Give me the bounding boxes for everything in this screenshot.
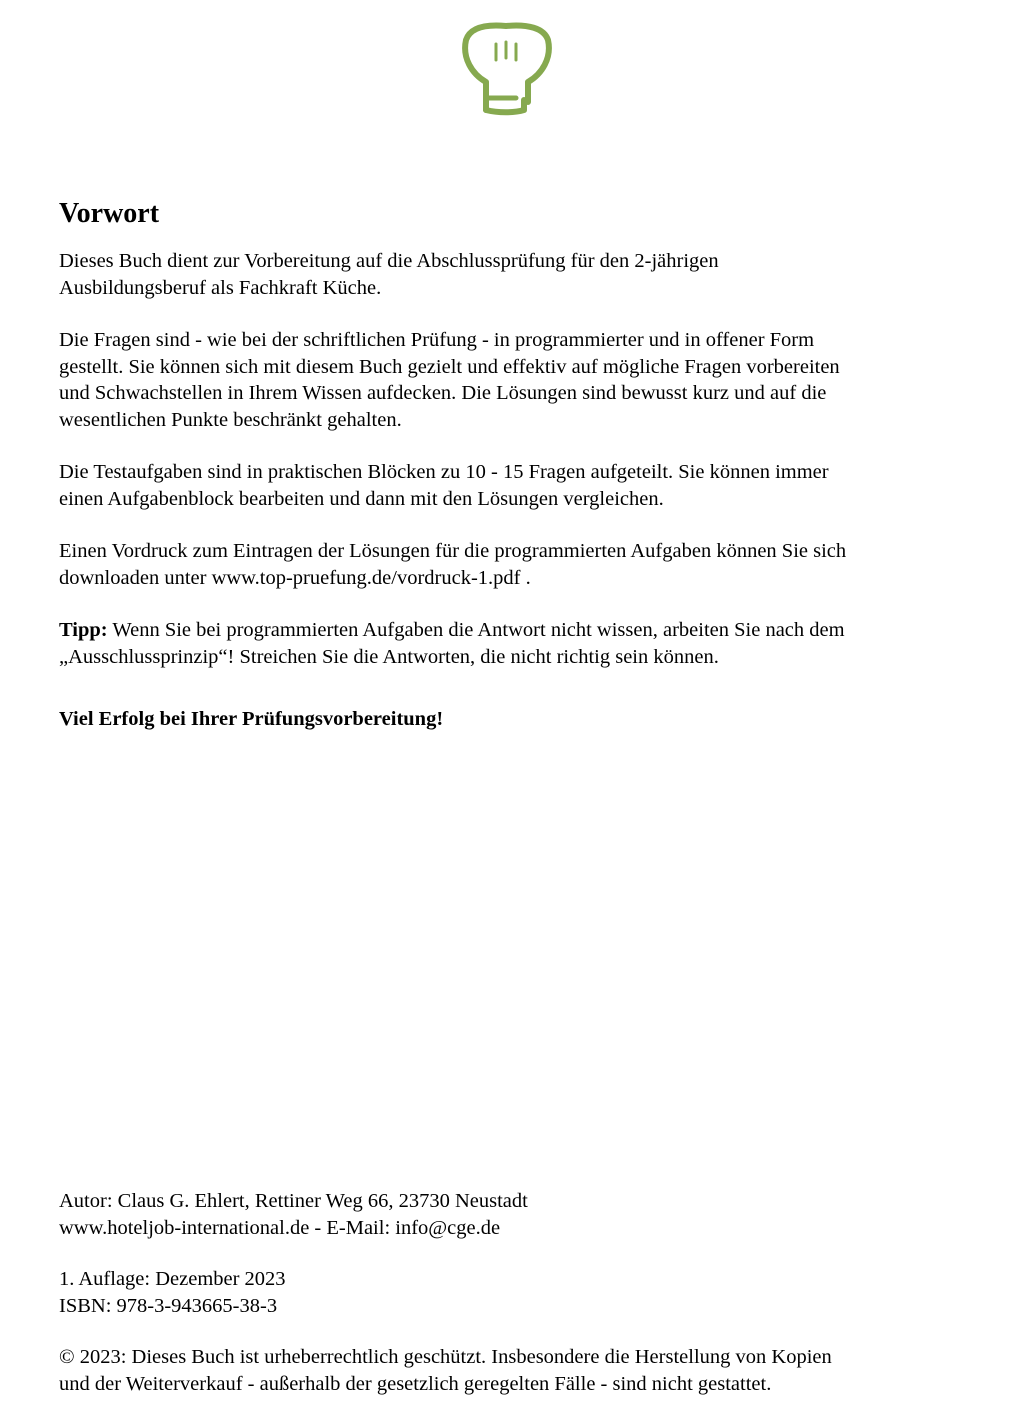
paragraph-line: Die Fragen sind - wie bei der schriftlichen Prüfung - in programmierter und in offener Form xyxy=(59,329,815,351)
paragraph-line: einen Aufgabenblock bearbeiten und dann mit den Lösungen vergleichen. xyxy=(59,487,664,510)
paragraph-line: Einen Vordruck zum Eintragen der Lösungen für die programmierten Aufgaben können Sie sich xyxy=(59,540,847,562)
chef-hat-icon xyxy=(458,18,554,118)
author-block xyxy=(59,1188,979,1241)
imprint xyxy=(59,1188,979,1422)
contact-line: www.hoteljob-international.de - E-Mail: info@cge.de xyxy=(59,1216,501,1239)
closing-text: Viel Erfolg bei Ihrer Prüfungsvorbereitung! xyxy=(59,708,444,730)
tip-first-line xyxy=(59,617,959,644)
copyright-line: © 2023: Dieses Buch ist urheberrechtlich geschützt. Insbesondere die Herstellung von Kopien xyxy=(59,1346,832,1368)
tip-label: Tipp: xyxy=(59,619,108,641)
paragraph-line: downloaden unter www.top-pruefung.de/vordruck-1.pdf . xyxy=(59,566,531,589)
isbn-line: ISBN: 978-3-943665-38-3 xyxy=(59,1294,278,1317)
paragraph-line: gestellt. Sie können sich mit diesem Buch gezielt und effektiv auf mögliche Fragen vorbereiten xyxy=(59,355,840,378)
tip-second-line: „Ausschlussprinzip“! Streichen Sie die Antworten, die nicht richtig sein können. xyxy=(59,645,719,668)
copyright-block xyxy=(59,1344,979,1397)
edition-block xyxy=(59,1266,979,1319)
tip-paragraph xyxy=(59,617,959,670)
paragraph-line: wesentlichen Punkte beschränkt gehalten. xyxy=(59,408,402,431)
paragraph-line: Ausbildungsberuf als Fachkraft Küche. xyxy=(59,276,382,299)
download-paragraph xyxy=(59,538,959,591)
foreword-section xyxy=(59,196,959,759)
test-blocks-paragraph xyxy=(59,459,959,512)
page-title: Vorwort xyxy=(59,198,160,229)
paragraph-line: Die Testaufgaben sind in praktischen Blöcken zu 10 - 15 Fragen aufgeteilt. Sie können immer xyxy=(59,461,829,483)
intro-paragraph xyxy=(59,248,959,301)
questions-paragraph xyxy=(59,327,959,433)
author-line: Autor: Claus G. Ehlert, Rettiner Weg 66, 23730 Neustadt xyxy=(59,1190,528,1212)
paragraph-line: und Schwachstellen in Ihrem Wissen aufdecken. Die Lösungen sind bewusst kurz und auf die xyxy=(59,382,827,404)
copyright-line: und der Weiterverkauf - außerhalb der gesetzlich geregelten Fälle - sind nicht gestattet. xyxy=(59,1372,772,1395)
tip-text: Wenn Sie bei programmierten Aufgaben die Antwort nicht wissen, arbeiten Sie nach dem xyxy=(107,619,845,641)
edition-line: 1. Auflage: Dezember 2023 xyxy=(59,1268,286,1290)
paragraph-line: Dieses Buch dient zur Vorbereitung auf die Abschlussprüfung für den 2-jährigen xyxy=(59,250,719,272)
